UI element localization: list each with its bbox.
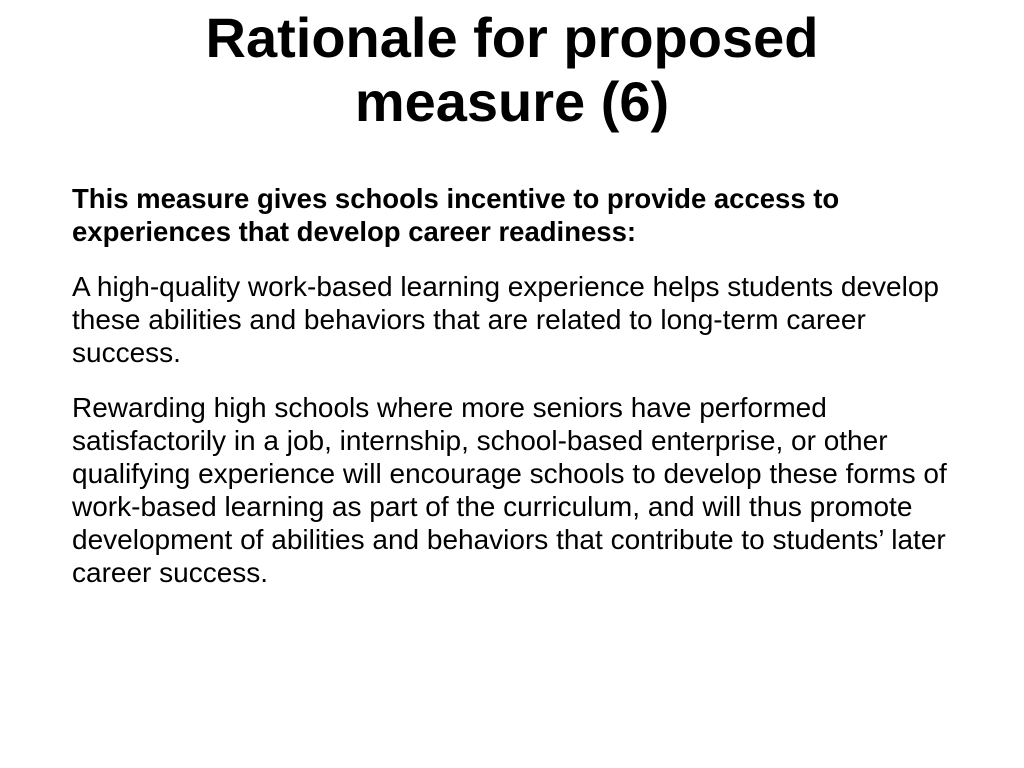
body-paragraph-2: Rewarding high schools where more seniors have performed satisfactorily in a job, internship, school-based enterprise, or other qualifying experience will encourage schools to develop these forms of work-based learning as part of the curriculum, and will thus promote development of abilities and behaviors that contribute to students’ later career success. <box>72 392 947 588</box>
body-paragraph-1: A high-quality work-based learning experience helps students develop these abilities and behaviors that are related to long-term career success. <box>72 271 939 368</box>
slide-title-line-1: Rationale for proposed <box>205 6 819 69</box>
slide-body <box>72 182 972 611</box>
slide-title-line-2: measure (6) <box>354 70 670 133</box>
slide-title <box>0 6 1024 134</box>
lead-statement: This measure gives schools incentive to provide access to experiences that develop career readiness: <box>72 183 840 247</box>
